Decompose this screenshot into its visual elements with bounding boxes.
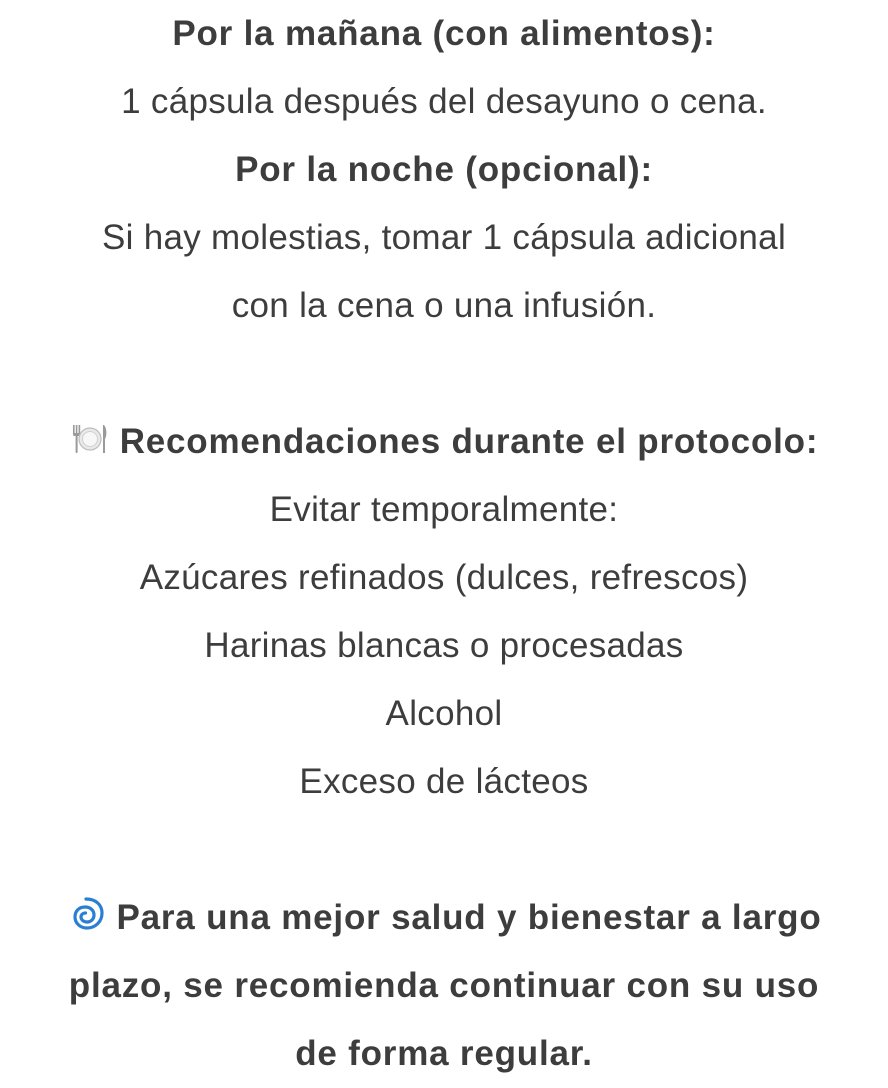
recommendations-intro: Evitar temporalmente: — [269, 490, 619, 529]
night-text-line-1: Si hay molestias, tomar 1 cápsula adicional — [101, 218, 787, 257]
recommendation-item: Alcohol — [385, 694, 503, 733]
spacer — [10, 340, 878, 408]
closing-line-2: plazo, se recomienda continuar con su uso — [68, 966, 820, 1005]
recommendation-item: Exceso de lácteos — [299, 762, 589, 801]
closing-line-3: de forma regular. — [295, 1034, 593, 1073]
recommendations-heading-row — [10, 408, 878, 476]
closing-line-1: Para una mejor salud y bienestar a largo — [116, 898, 822, 937]
recommendation-item: Harinas blancas o procesadas — [204, 626, 684, 665]
recommendations-heading: Recomendaciones durante el protocolo: — [119, 422, 819, 461]
closing-line-1-row — [10, 884, 878, 952]
morning-text: 1 cápsula después del desayuno o cena. — [121, 82, 767, 121]
night-text-line-2: con la cena o una infusión. — [231, 286, 657, 325]
plate-cutlery-icon — [70, 419, 110, 459]
cyclone-icon — [66, 895, 106, 935]
night-heading: Por la noche (opcional): — [235, 150, 653, 189]
morning-heading: Por la mañana (con alimentos): — [172, 14, 716, 53]
spacer — [10, 816, 878, 884]
recommendation-item: Azúcares refinados (dulces, refrescos) — [139, 558, 749, 597]
